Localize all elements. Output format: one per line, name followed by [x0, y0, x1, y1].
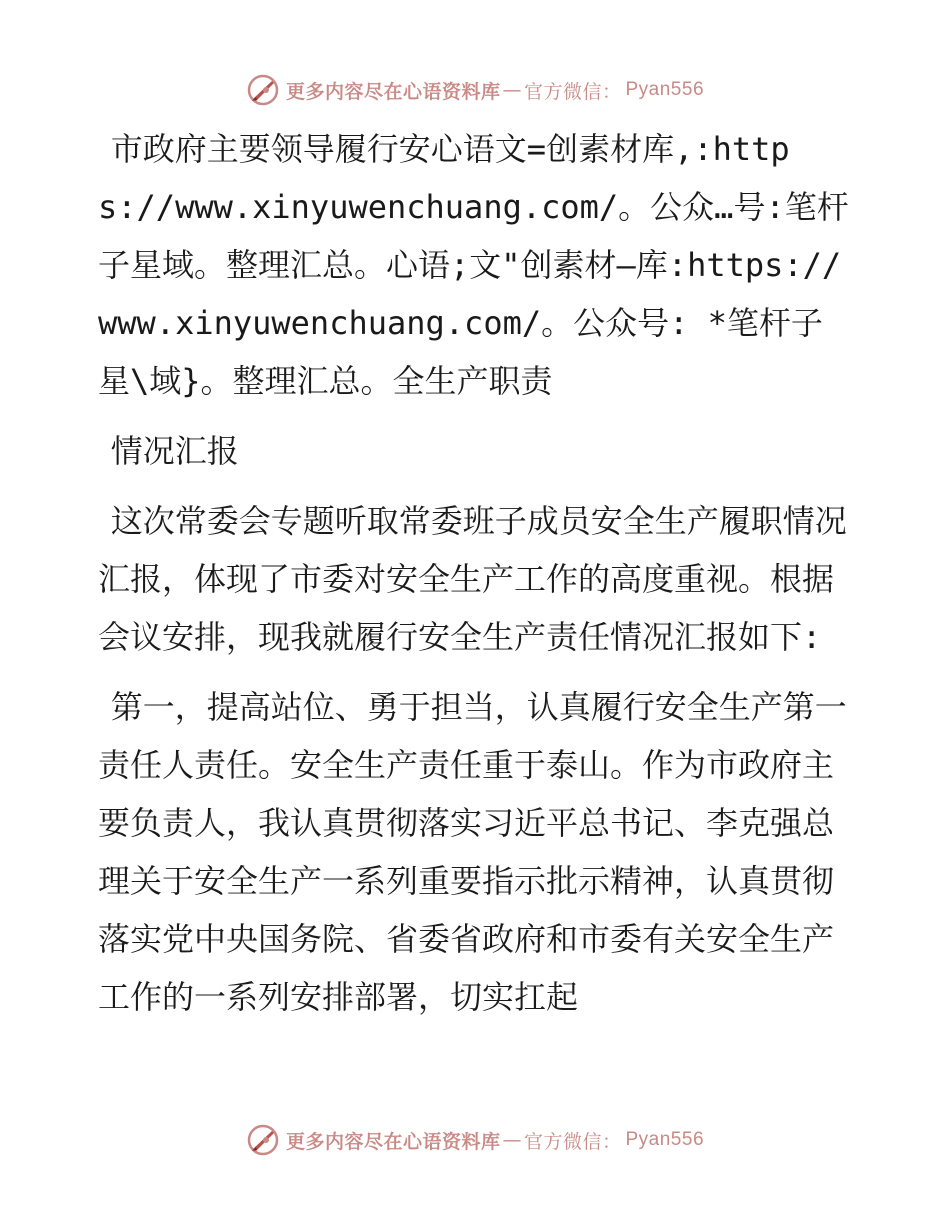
banner-text: 更多内容尽在心语资料库 — [285, 80, 501, 103]
banner-separator: — — [502, 1129, 522, 1151]
document-body — [98, 120, 850, 1038]
banner-separator: — — [502, 79, 522, 101]
banner-official-label: 官方微信： — [523, 1130, 622, 1153]
banner-wechat-id: Pyan556 — [625, 79, 705, 100]
banner-wechat-id: Pyan556 — [625, 1129, 705, 1150]
paragraph-first-point: 第一，提高站位、勇于担当，认真履行安全生产第一责任人责任。安全生产责任重于泰山。作为市政府主要负责人，我认真贯彻落实习近平总书记、李克强总理关于安全生产一系列重要指示批示精神，认真贯彻落实党中央国务院、省委省政府和市委有关安全生产工作的一系列安排部署，切实扛起 — [98, 688, 847, 1016]
paragraph-title-tail: 情况汇报 — [110, 432, 239, 470]
paragraph-intro: 这次常委会专题听取常委班子成员安全生产履职情况汇报，体现了市委对安全生产工作的高度重视。根据会议安排，现我就履行安全生产责任情况汇报如下: — [98, 502, 847, 656]
footer-watermark-banner — [0, 1120, 950, 1160]
header-watermark-banner — [0, 70, 950, 110]
banner-text: 更多内容尽在心语资料库 — [285, 1130, 501, 1153]
paragraph-title: 市政府主要领导履行安心语文=创素材库,:https://www.xinyuwenchuang.com/。公众…号:笔杆子星域。整理汇总。心语;文"创素材—库:https://www.xinyuwenchuang.com/。公众号: *笔杆子星\域}。整理汇总。全生产职责 — [98, 130, 849, 400]
brush-logo-icon — [246, 73, 280, 107]
banner-official-label: 官方微信： — [523, 80, 622, 103]
brush-logo-icon — [246, 1123, 280, 1157]
